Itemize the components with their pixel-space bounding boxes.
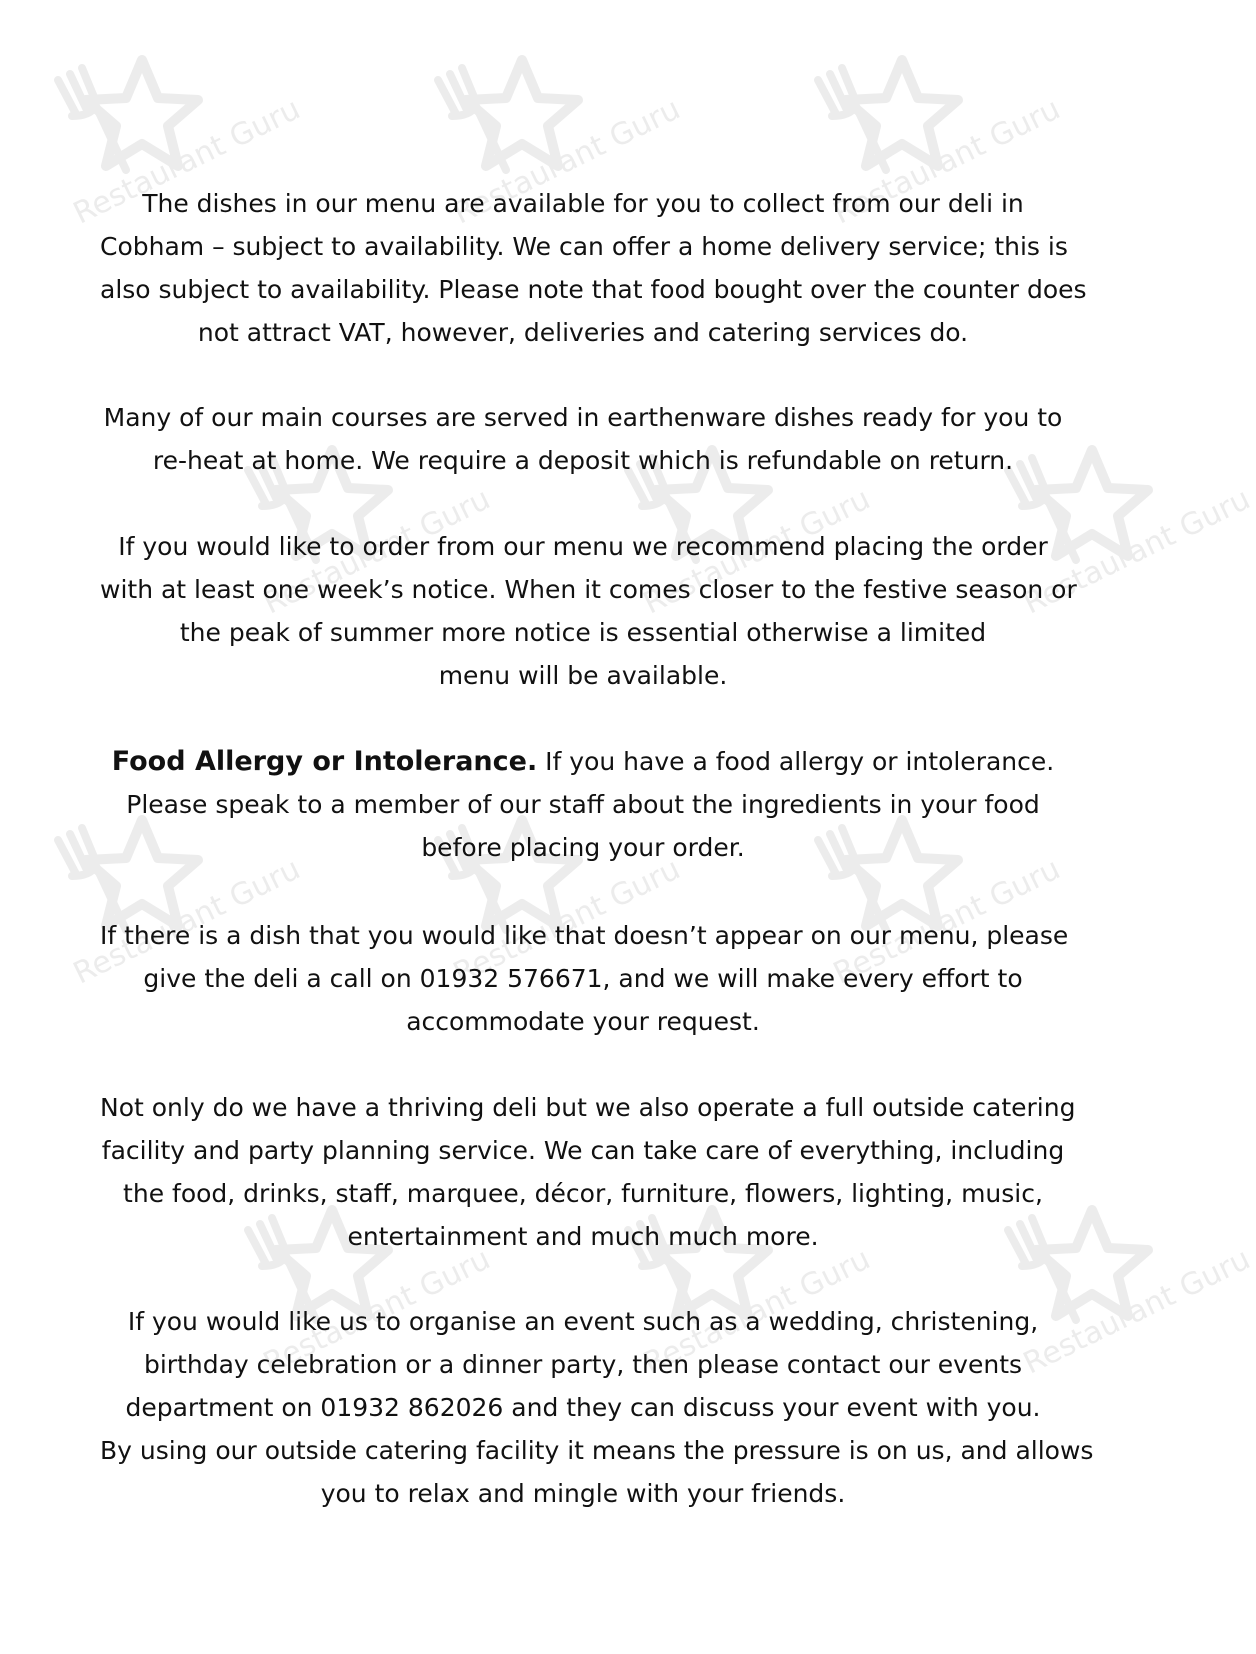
text-line: with at least one week’s notice. When it comes closer to the festive season or: [100, 575, 1077, 604]
text-line: By using our outside catering facility it means the pressure is on us, and allows: [100, 1436, 1094, 1465]
watermark-text: Restaurant Guru: [258, 1241, 496, 1382]
watermark-text: Restaurant Guru: [828, 851, 1066, 992]
text-line: accommodate your request.: [406, 1007, 760, 1036]
text-line: facility and party planning service. We can take care of everything, including: [101, 1136, 1065, 1165]
text-line: Cobham – subject to availability. We can offer a home delivery service; this is: [100, 232, 1068, 261]
text-line: Many of our main courses are served in earthenware dishes ready for you to: [103, 403, 1063, 432]
text-line: before placing your order.: [421, 833, 745, 862]
ordering-notice-paragraph: [100, 525, 1077, 697]
watermark-text: Restaurant Guru: [68, 91, 306, 232]
text-line: If you would like us to organise an event such as a wedding, christening,: [127, 1307, 1039, 1336]
text-line: give the deli a call on 01932 576671, and we will make every effort to: [143, 964, 1023, 993]
text-line: If there is a dish that you would like that doesn’t appear on our menu, please: [100, 921, 1069, 950]
watermark-text: Restaurant Guru: [258, 481, 496, 622]
collection-delivery-paragraph: [100, 182, 1087, 354]
allergy-paragraph: [100, 740, 1066, 869]
watermark-text: Restaurant Guru: [448, 851, 686, 992]
watermark-text: Restaurant Guru: [448, 91, 686, 232]
text-line: also subject to availability. Please note that food bought over the counter does: [100, 275, 1087, 304]
special-request-paragraph: [100, 914, 1069, 1043]
watermark-text: Restaurant Guru: [828, 91, 1066, 232]
text-line: the food, drinks, staff, marquee, décor, furniture, flowers, lighting, music,: [123, 1179, 1043, 1208]
text-line: department on 01932 862026 and they can discuss your event with you.: [125, 1393, 1041, 1422]
watermark-text: Restaurant Guru: [68, 851, 306, 992]
text-line: Not only do we have a thriving deli but we also operate a full outside catering: [100, 1093, 1076, 1122]
allergy-heading-line: [100, 740, 1066, 783]
text-line: not attract VAT, however, deliveries and catering services do.: [197, 318, 969, 347]
watermark-text: Restaurant Guru: [1018, 1241, 1256, 1382]
watermark-text: Restaurant Guru: [638, 1241, 876, 1382]
events-paragraph: [100, 1300, 1094, 1515]
text-line: The dishes in our menu are available for you to collect from our deli in: [142, 189, 1024, 218]
text-line: re-heat at home. We require a deposit which is refundable on return.: [152, 446, 1014, 475]
text-line: menu will be available.: [438, 661, 728, 690]
text-line: the peak of summer more notice is essential otherwise a limited: [179, 618, 987, 647]
allergy-heading-rest: If you have a food allergy or intolerance.: [537, 747, 1055, 776]
text-line: birthday celebration or a dinner party, then please contact our events: [143, 1350, 1023, 1379]
allergy-heading: Food Allergy or Intolerance.: [111, 746, 538, 777]
text-line: entertainment and much much more.: [347, 1222, 819, 1251]
watermark-text: Restaurant Guru: [1018, 481, 1256, 622]
text-line: Please speak to a member of our staff about the ingredients in your food: [126, 790, 1040, 819]
text-line: you to relax and mingle with your friends.: [320, 1479, 846, 1508]
earthenware-deposit-paragraph: [100, 396, 1066, 482]
watermark-text: Restaurant Guru: [638, 481, 876, 622]
outside-catering-paragraph: [100, 1086, 1076, 1258]
text-line: If you would like to order from our menu we recommend placing the order: [118, 532, 1048, 561]
